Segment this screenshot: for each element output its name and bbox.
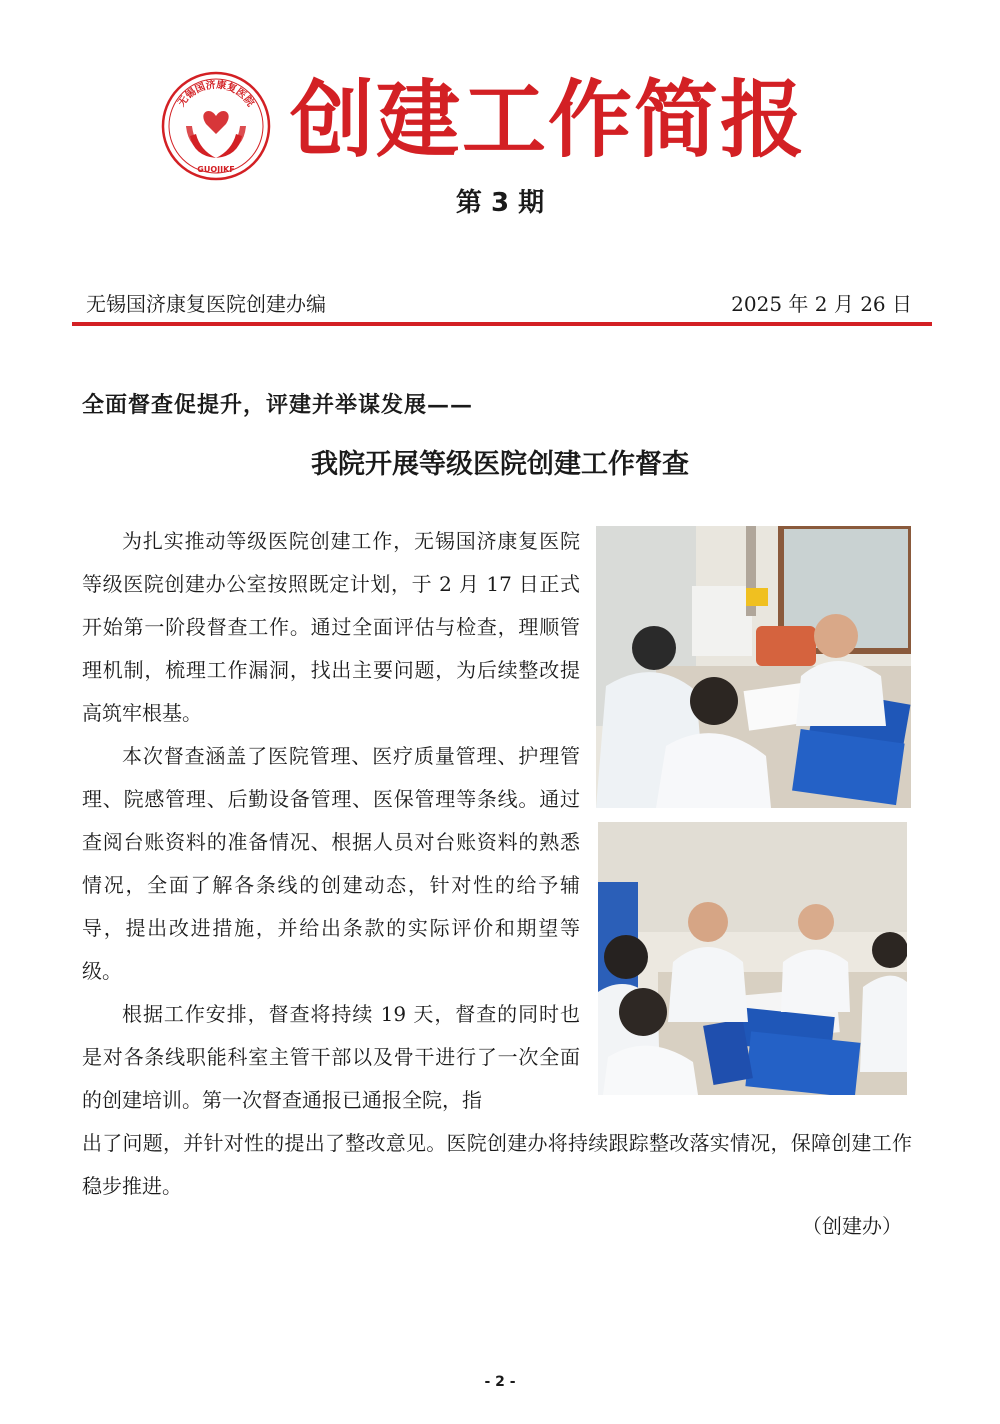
svg-text:GUOJIKF: GUOJIKF: [197, 165, 235, 174]
article-paragraph-2: 本次督查涵盖了医院管理、医疗质量管理、护理管理、院感管理、后勤设备管理、医保管理等条线。通过查阅台账资料的准备情况、根据人员对台账资料的熟悉情况，全面了解各条线的创建动态，针对性的给予辅导，提出改进措施，并给出条款的实际评价和期望等级。: [82, 744, 580, 983]
photo-meeting-review: [596, 526, 911, 808]
article-headline: 我院开展等级医院创建工作督查: [311, 449, 689, 480]
svg-text:无锡国济康复医院: 无锡国济康复医院: [176, 79, 256, 109]
publish-date: 2025 年 2 月 26 日: [731, 292, 912, 316]
page-number: - 2 -: [484, 1374, 516, 1390]
article-paragraph-1: 为扎实推动等级医院创建工作，无锡国济康复医院等级医院创建办公室按照既定计划，于 2 月 17 日正式开始第一阶段督查工作。通过全面评估与检查，理顺管理机制，梳理工作漏洞，找出主要问题，为后续整改提高筑牢根基。: [82, 529, 580, 725]
article-subtitle: 全面督查促提升，评建并举谋发展——: [82, 392, 474, 418]
article-signature: （创建办）: [802, 1214, 902, 1238]
hospital-logo: [160, 70, 272, 182]
newsletter-title: 创建工作简报: [290, 71, 807, 169]
article-paragraph-3-continued: 出了问题，并针对性的提出了整改意见。医院创建办将持续跟踪整改落实情况，保障创建工作稳步推进。: [82, 1131, 912, 1198]
article-paragraph-3: 根据工作安排，督查将持续 19 天，督查的同时也是对各条线职能科室主管干部以及骨干进行了一次全面的创建培训。第一次督查通报已通报全院，指: [82, 1002, 580, 1112]
photo-inspection-team: [598, 822, 907, 1095]
header-divider: [72, 322, 932, 326]
issue-number: 第 3 期: [455, 188, 545, 218]
editor-line: 无锡国济康复医院创建办编: [86, 292, 326, 316]
